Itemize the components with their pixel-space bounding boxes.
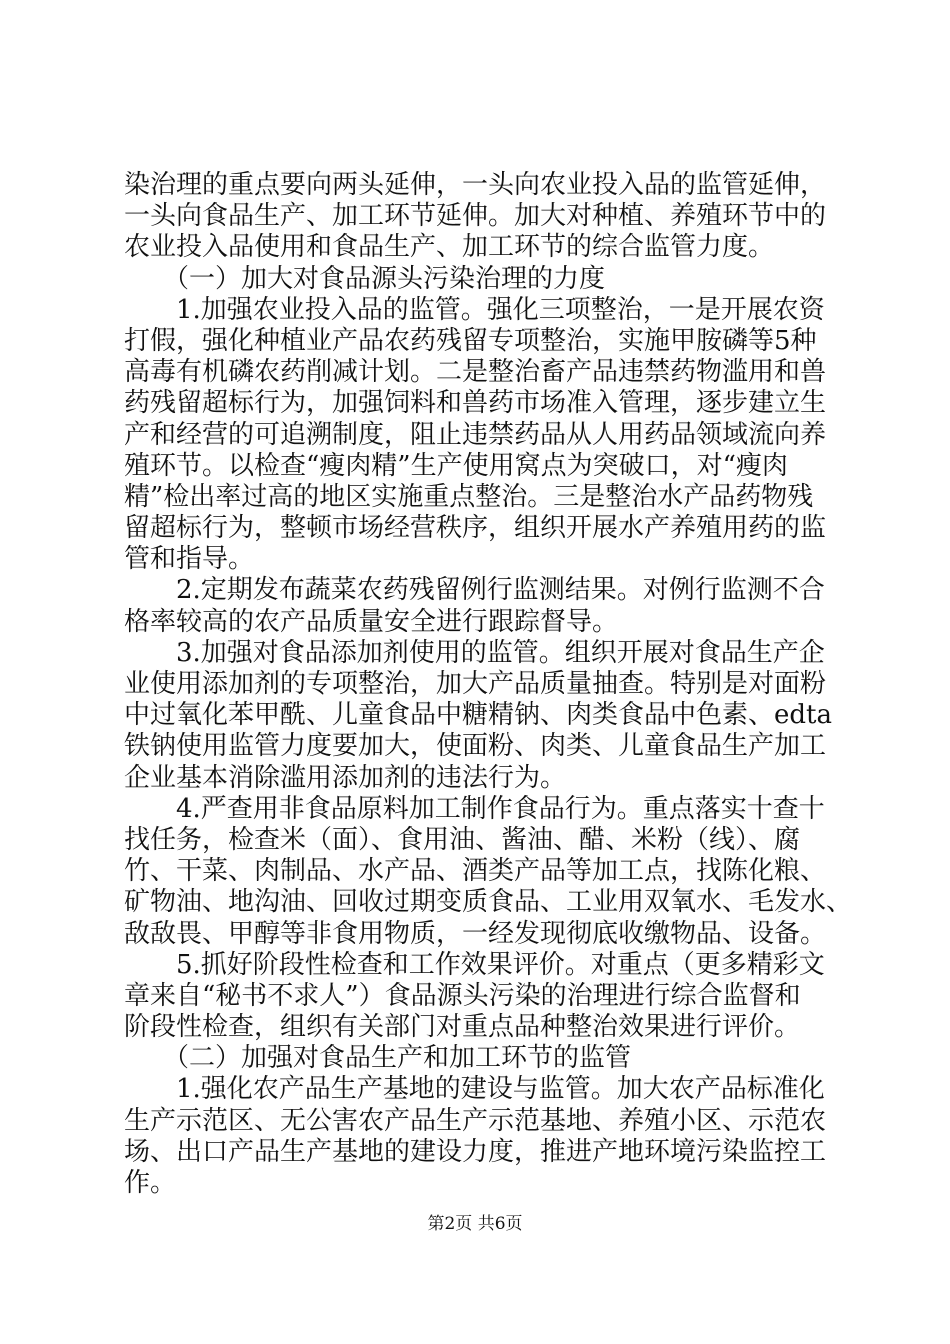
text-line: 4.严查用非食品原料加工制作食品行为。重点落实十查十 [124, 793, 825, 824]
text-line: 阶段性检查，组织有关部门对重点品种整治效果进行评价。 [124, 1012, 801, 1043]
text-line: 铁钠使用监管力度要加大，使面粉、肉类、儿童食品生产加工 [124, 731, 827, 762]
text-line: 场、出口产品生产基地的建设力度，推进产地环境污染监控工 [124, 1136, 827, 1167]
text-line: 留超标行为，整顿市场经营秩序，组织开展水产养殖用药的监 [124, 513, 827, 544]
text-line: 药残留超标行为，加强饲料和兽药市场准入管理，逐步建立生 [124, 388, 827, 419]
text-line: 1.加强农业投入品的监管。强化三项整治，一是开展农资 [124, 294, 825, 325]
text-line: 生产示范区、无公害农产品生产示范基地、养殖小区、示范农 [124, 1105, 827, 1136]
text-line: 管和指导。 [124, 544, 255, 575]
section-heading-2: （二）加强对食品生产和加工环节的监管 [124, 1043, 632, 1074]
text-line: 1.强化农产品生产基地的建设与监管。加大农产品标准化 [124, 1074, 825, 1105]
text-line: 矿物油、地沟油、回收过期变质食品、工业用双氧水、毛发水、 [124, 887, 853, 918]
text-line: 企业基本消除滥用添加剂的违法行为。 [124, 762, 567, 793]
text-line: 农业投入品使用和食品生产、加工环节的综合监管力度。 [124, 232, 775, 263]
text-line: 业使用添加剂的专项整治，加大产品质量抽查。特别是对面粉 [124, 669, 827, 699]
text-line: 殖环节。以检查“瘦肉精”生产使用窝点为突破口，对“瘦肉 [124, 450, 788, 481]
text-line: 中过氧化苯甲酰、儿童食品中糖精钠、肉类食品中色素、edta [124, 700, 832, 731]
text-line: 高毒有机磷农药削减计划。二是整治畜产品违禁药物滥用和兽 [124, 357, 827, 388]
text-line: 2.定期发布蔬菜农药残留例行监测结果。对例行监测不合 [124, 575, 825, 606]
text-line: 产和经营的可追溯制度，阻止违禁药品从人用药品领域流向养 [124, 419, 827, 450]
section-heading-1: （一）加大对食品源头污染治理的力度 [124, 263, 606, 294]
text-line: 找任务，检查米（面）、食用油、酱油、醋、米粉（线）、腐 [124, 824, 801, 855]
text-line: 精”检出率过高的地区实施重点整治。三是整治水产品药物残 [124, 481, 814, 512]
text-line: 5.抓好阶段性检查和工作效果评价。对重点（更多精彩文 [124, 949, 825, 980]
text-line: 一头向食品生产、加工环节延伸。加大对种植、养殖环节中的 [124, 201, 827, 232]
text-line: 染治理的重点要向两头延伸，一头向农业投入品的监管延伸， [124, 170, 827, 200]
text-line: 打假，强化种植业产品农药残留专项整治，实施甲胺磷等5种 [124, 325, 817, 356]
text-line: 作。 [124, 1168, 177, 1198]
text-line: 格率较高的农产品质量安全进行跟踪督导。 [124, 606, 619, 637]
document-body [124, 170, 853, 1199]
text-line: 章来自“秘书不求人”）食品源头污染的治理进行综合监督和 [124, 980, 801, 1011]
page-footer: 第2页 共6页 [427, 1214, 523, 1234]
text-line: 3.加强对食品添加剂使用的监管。组织开展对食品生产企 [124, 637, 825, 668]
text-line: 竹、干菜、肉制品、水产品、酒类产品等加工点，找陈化粮、 [124, 856, 827, 887]
text-line: 敌敌畏、甲醇等非食用物质，一经发现彻底收缴物品、设备。 [124, 918, 827, 949]
